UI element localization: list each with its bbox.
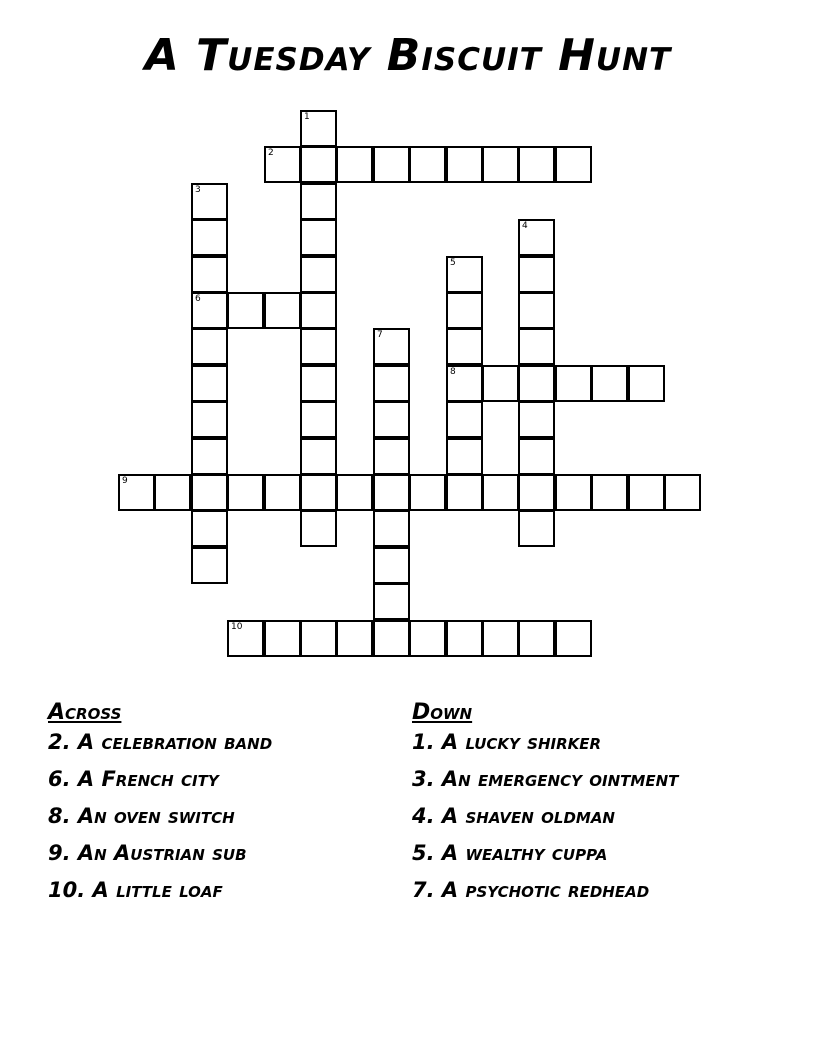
grid-cell[interactable]: [518, 292, 555, 329]
across-clue-6: 6. A French city: [48, 767, 219, 791]
grid-cell[interactable]: [446, 620, 483, 657]
grid-cell[interactable]: [191, 510, 228, 547]
grid-cell[interactable]: [482, 620, 519, 657]
grid-cell[interactable]: [373, 583, 410, 620]
grid-cell[interactable]: [191, 401, 228, 438]
grid-cell[interactable]: [336, 620, 373, 657]
grid-cell[interactable]: [518, 474, 555, 511]
grid-cell[interactable]: [227, 474, 264, 511]
grid-cell[interactable]: [373, 620, 410, 657]
grid-cell[interactable]: [191, 547, 228, 584]
grid-cell[interactable]: [300, 438, 337, 475]
grid-cell[interactable]: [373, 365, 410, 402]
clue-number: 8: [450, 367, 456, 377]
grid-cell[interactable]: [446, 401, 483, 438]
grid-cell[interactable]: [555, 474, 592, 511]
grid-cell[interactable]: [373, 328, 410, 365]
grid-cell[interactable]: [191, 438, 228, 475]
across-clues: [48, 700, 388, 914]
across-clue-2: 2. A celebration band: [48, 730, 273, 754]
grid-cell[interactable]: [446, 256, 483, 293]
clue-number: 3: [195, 185, 201, 195]
grid-cell[interactable]: [518, 146, 555, 183]
grid-cell[interactable]: [482, 365, 519, 402]
grid-cell[interactable]: [300, 146, 337, 183]
grid-cell[interactable]: [555, 620, 592, 657]
grid-cell[interactable]: [518, 256, 555, 293]
grid-cell[interactable]: [300, 292, 337, 329]
grid-cell[interactable]: [336, 146, 373, 183]
down-clue-7: 7. A psychotic redhead: [412, 878, 650, 902]
grid-cell[interactable]: [518, 510, 555, 547]
across-heading: Across: [48, 700, 122, 725]
grid-cell[interactable]: [373, 401, 410, 438]
grid-cell[interactable]: [300, 510, 337, 547]
clue-number: 1: [304, 112, 310, 122]
clue-number: 4: [522, 221, 528, 231]
grid-cell[interactable]: [191, 183, 228, 220]
grid-cell[interactable]: [591, 474, 628, 511]
grid-cell[interactable]: [264, 146, 301, 183]
across-clue-9: 9. An Austrian sub: [48, 841, 247, 865]
clue-number: 6: [195, 294, 201, 304]
down-clues: [412, 700, 732, 914]
grid-cell[interactable]: [191, 328, 228, 365]
down-clue-1: 1. A lucky shirker: [412, 730, 602, 754]
grid-cell[interactable]: [191, 365, 228, 402]
grid-cell[interactable]: [446, 365, 483, 402]
grid-cell[interactable]: [373, 510, 410, 547]
clue-number: 2: [268, 148, 274, 158]
grid-cell[interactable]: [409, 620, 446, 657]
grid-cell[interactable]: [518, 328, 555, 365]
down-heading: Down: [412, 700, 473, 725]
puzzle-title: A Tuesday Biscuit Hunt: [144, 30, 672, 81]
grid-cell[interactable]: [300, 219, 337, 256]
grid-cell[interactable]: [664, 474, 701, 511]
grid-cell[interactable]: [300, 365, 337, 402]
grid-cell[interactable]: [518, 219, 555, 256]
grid-cell[interactable]: [227, 620, 264, 657]
clue-number: 7: [377, 330, 383, 340]
grid-cell[interactable]: [628, 474, 665, 511]
grid-cell[interactable]: [300, 256, 337, 293]
grid-cell[interactable]: [518, 438, 555, 475]
grid-cell[interactable]: [555, 146, 592, 183]
across-clue-10: 10. A little loaf: [48, 878, 223, 902]
grid-cell[interactable]: [446, 328, 483, 365]
grid-cell[interactable]: [191, 474, 228, 511]
down-clue-4: 4. A shaven oldman: [412, 804, 615, 828]
grid-cell[interactable]: [300, 401, 337, 438]
grid-cell[interactable]: [555, 365, 592, 402]
grid-cell[interactable]: [300, 474, 337, 511]
grid-cell[interactable]: [154, 474, 191, 511]
grid-cell[interactable]: [300, 183, 337, 220]
grid-cell[interactable]: [264, 292, 301, 329]
grid-cell[interactable]: [336, 474, 373, 511]
clue-number: 9: [122, 476, 128, 486]
grid-cell[interactable]: [373, 146, 410, 183]
grid-cell[interactable]: [482, 474, 519, 511]
grid-cell[interactable]: [191, 256, 228, 293]
grid-cell[interactable]: [628, 365, 665, 402]
grid-cell[interactable]: [373, 474, 410, 511]
clue-number: 10: [231, 622, 243, 632]
across-clue-8: 8. An oven switch: [48, 804, 235, 828]
grid-cell[interactable]: [300, 328, 337, 365]
clue-number: 5: [450, 258, 456, 268]
grid-cell[interactable]: [373, 438, 410, 475]
grid-cell[interactable]: [409, 474, 446, 511]
grid-cell[interactable]: [300, 620, 337, 657]
grid-cell[interactable]: [446, 474, 483, 511]
grid-cell[interactable]: [409, 146, 446, 183]
grid-cell[interactable]: [482, 146, 519, 183]
grid-cell[interactable]: [373, 547, 410, 584]
grid-cell[interactable]: [446, 292, 483, 329]
grid-cell[interactable]: [518, 365, 555, 402]
grid-cell[interactable]: [264, 474, 301, 511]
grid-cell[interactable]: [191, 219, 228, 256]
grid-cell[interactable]: [264, 620, 301, 657]
grid-cell[interactable]: [191, 292, 228, 329]
grid-cell[interactable]: [446, 146, 483, 183]
grid-cell[interactable]: [118, 474, 155, 511]
grid-cell[interactable]: [446, 438, 483, 475]
grid-cell[interactable]: [227, 292, 264, 329]
grid-cell[interactable]: [591, 365, 628, 402]
grid-cell[interactable]: [300, 110, 337, 147]
grid-cell[interactable]: [518, 401, 555, 438]
grid-cell[interactable]: [518, 620, 555, 657]
down-clue-3: 3. An emergency ointment: [412, 767, 679, 791]
down-clue-5: 5. A wealthy cuppa: [412, 841, 608, 865]
